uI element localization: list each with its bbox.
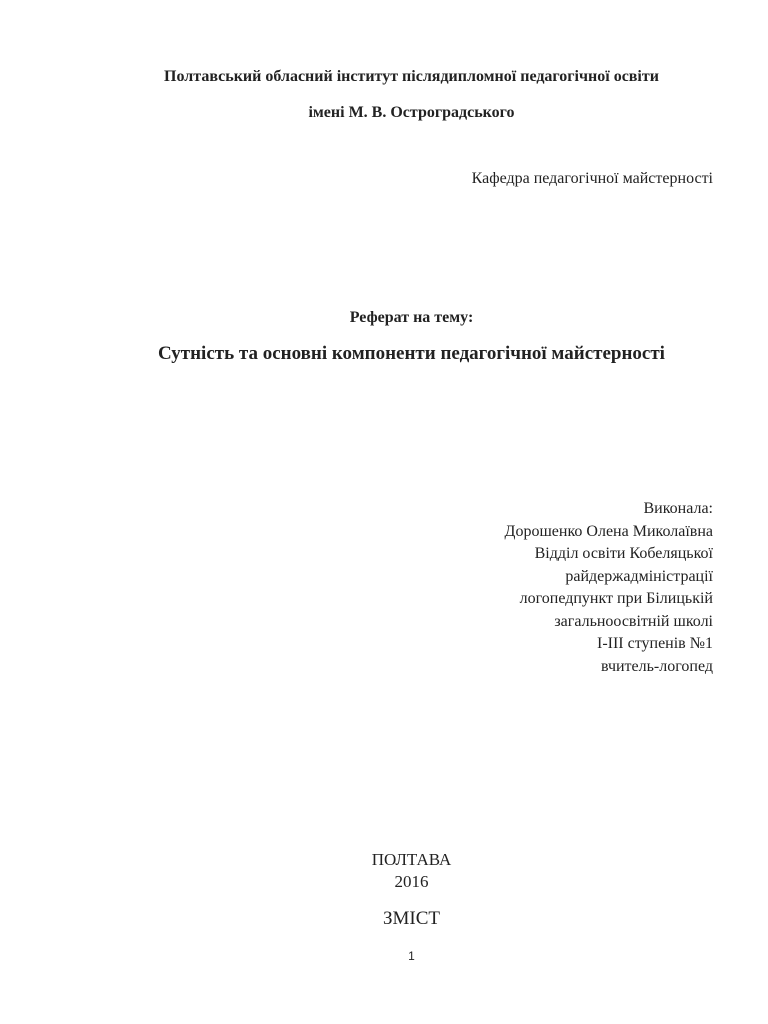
author-org-line-1: Відділ освіти Кобеляцької <box>534 545 713 562</box>
author-name: Дорошенко Олена Миколаївна <box>504 522 713 540</box>
author-label: Виконала: <box>643 500 713 517</box>
topic-label: Реферат на тему: <box>349 309 474 326</box>
author-org-line-2: райдержадміністрації <box>565 567 713 585</box>
author-org-line-5: І-ІІІ ступенів №1 <box>596 635 713 652</box>
topic-title: Сутність та основні компоненти педагогічної майстерності <box>158 343 665 364</box>
author-block <box>380 498 713 678</box>
institute-name-line-1: Полтавський обласний інститут післядипломної педагогічної освіти <box>164 68 659 85</box>
author-position: вчитель-логопед <box>601 657 713 675</box>
institute-name-line-2: імені М. В. Остроградського <box>308 104 515 121</box>
toc-heading: ЗМІСТ <box>382 908 441 929</box>
page-number: 1 <box>408 949 415 963</box>
city-name: ПОЛТАВА <box>371 850 452 869</box>
year: 2016 <box>394 872 429 891</box>
author-org-line-4: загальноосвітній школі <box>554 612 713 630</box>
department-name: Кафедра педагогічної майстерності <box>471 170 713 187</box>
author-org-line-3: логопедпункт при Білицькій <box>519 590 713 607</box>
